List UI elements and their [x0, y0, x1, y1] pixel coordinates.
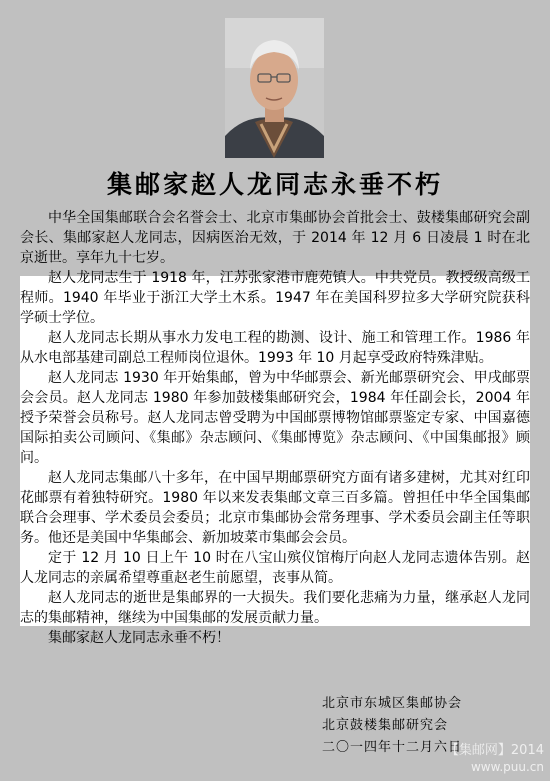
paragraph-intro: 中华全国集邮联合会名誉会士、北京市集邮协会首批会士、鼓楼集邮研究会副会长、集邮家赵人龙同志，因病医治无效，于 2014 年 12 月 6 日凌晨 1 时在北京逝世。享年九十七岁。: [20, 210, 530, 266]
signature-org-dongcheng: 北京市东城区集邮协会: [322, 696, 463, 711]
paragraph-career: 赵人龙同志长期从事水力发电工程的勘测、设计、施工和管理工作。1986 年从水电部基建司副总工程师岗位退休。1993 年 10 月起享受政府特殊津贴。: [20, 330, 530, 366]
signature-date: 二〇一四年十二月六日: [322, 740, 463, 755]
paragraph-biography: 赵人龙同志生于 1918 年，江苏张家港市鹿苑镇人。中共党员。教授级高级工程师。1940 年毕业于浙江大学土木系。1947 年在美国科罗拉多大学研究院获科学硕士学位。: [20, 270, 530, 326]
paragraph-closing: 集邮家赵人龙同志永垂不朽！: [48, 630, 230, 646]
watermark-brand: 【集邮网】2014: [445, 743, 544, 758]
paragraph-philately: 赵人龙同志 1930 年开始集邮，曾为中华邮票会、新光邮票研究会、甲戌邮票会会员。赵人龙同志 1980 年参加鼓楼集邮研究会，1984 年任副会长，2004 年授予荣誉会员称号。赵人龙同志曾受聘为中国邮票博物馆邮票鉴定专家、中国嘉德国际拍卖公司顾问、《集邮》杂志顾问、《集邮博览》杂志顾问、《中国集邮报》顾问。: [20, 370, 530, 466]
paragraph-tribute: 赵人龙同志的逝世是集邮界的一大损失。我们要化悲痛为力量，继承赵人龙同志的集邮精神，继续为中国集邮的发展贡献力量。: [20, 590, 530, 626]
paragraph-farewell: 定于 12 月 10 日上午 10 时在八宝山殡仪馆梅厅向赵人龙同志遗体告别。赵人龙同志的亲属希望尊重赵老生前愿望，丧事从简。: [20, 550, 530, 586]
watermark-url: www.puu.cn: [470, 760, 544, 774]
portrait-photo: [225, 18, 324, 158]
paragraph-research: 赵人龙同志集邮八十多年，在中国早期邮票研究方面有诸多建树，尤其对红印花邮票有着独特研究。1980 年以来发表集邮文章三百多篇。曾担任中华全国集邮联合会理事、学术委员会委员；北京市集邮协会常务理事、学术委员会副主任等职务。他还是美国中华集邮会、新加坡菜市集邮会会员。: [20, 470, 530, 546]
page-title: 集邮家赵人龙同志永垂不朽: [106, 170, 443, 199]
signature-org-gulou: 北京鼓楼集邮研究会: [322, 718, 449, 733]
obituary-body: [20, 208, 530, 648]
site-watermark: [446, 742, 544, 775]
